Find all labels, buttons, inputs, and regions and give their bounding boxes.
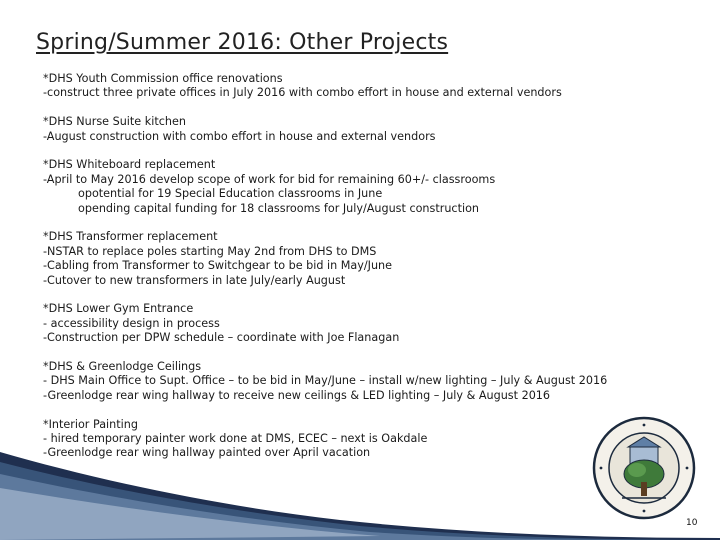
project-line: -Construction per DPW schedule – coordinate with Joe Flanagan	[43, 331, 400, 345]
project-subline: opotential for 19 Special Education classrooms in June	[78, 187, 383, 201]
project-block	[43, 158, 683, 216]
project-line: -April to May 2016 develop scope of work for bid for remaining 60+/- classrooms	[43, 172, 496, 186]
project-line: -NSTAR to replace poles starting May 2nd from DHS to DMS	[43, 244, 377, 258]
page-number: 10	[686, 518, 698, 528]
project-line: - hired temporary painter work done at DMS, ECEC – next is Oakdale	[43, 432, 428, 446]
town-seal-logo	[592, 416, 696, 520]
project-line: -Greenlodge rear wing hallway painted over April vacation	[43, 446, 371, 460]
project-line: *DHS Transformer replacement	[43, 230, 218, 244]
project-block	[43, 418, 683, 461]
project-line: *DHS Nurse Suite kitchen	[43, 115, 186, 129]
project-line: -Cabling from Transformer to Switchgear to be bid in May/June	[43, 259, 393, 273]
project-block	[43, 360, 683, 403]
project-subline: opending capital funding for 18 classrooms for July/August construction	[78, 201, 480, 215]
project-block	[43, 72, 683, 101]
project-line: *DHS Whiteboard replacement	[43, 158, 216, 172]
project-block	[43, 115, 683, 144]
project-line: *DHS Lower Gym Entrance	[43, 302, 194, 316]
project-line: *DHS Youth Commission office renovations	[43, 72, 283, 85]
project-line: -August construction with combo effort in house and external vendors	[43, 129, 436, 143]
project-line: - accessibility design in process	[43, 316, 220, 330]
project-line: -construct three private offices in July 2016 with combo effort in house and external vendors	[43, 86, 562, 100]
slide-title: Spring/Summer 2016: Other Projects	[36, 30, 449, 55]
project-line: -Greenlodge rear wing hallway to receive new ceilings & LED lighting – July & August 2016	[43, 388, 551, 402]
project-block	[43, 302, 683, 345]
project-line: -Cutover to new transformers in late July/early August	[43, 273, 346, 287]
project-list	[43, 72, 683, 475]
project-block	[43, 230, 683, 288]
project-line: - DHS Main Office to Supt. Office – to be bid in May/June – install w/new lighting – July & August 2016	[43, 374, 608, 388]
project-line: *DHS & Greenlodge Ceilings	[43, 360, 202, 374]
project-line: *Interior Painting	[43, 417, 138, 431]
